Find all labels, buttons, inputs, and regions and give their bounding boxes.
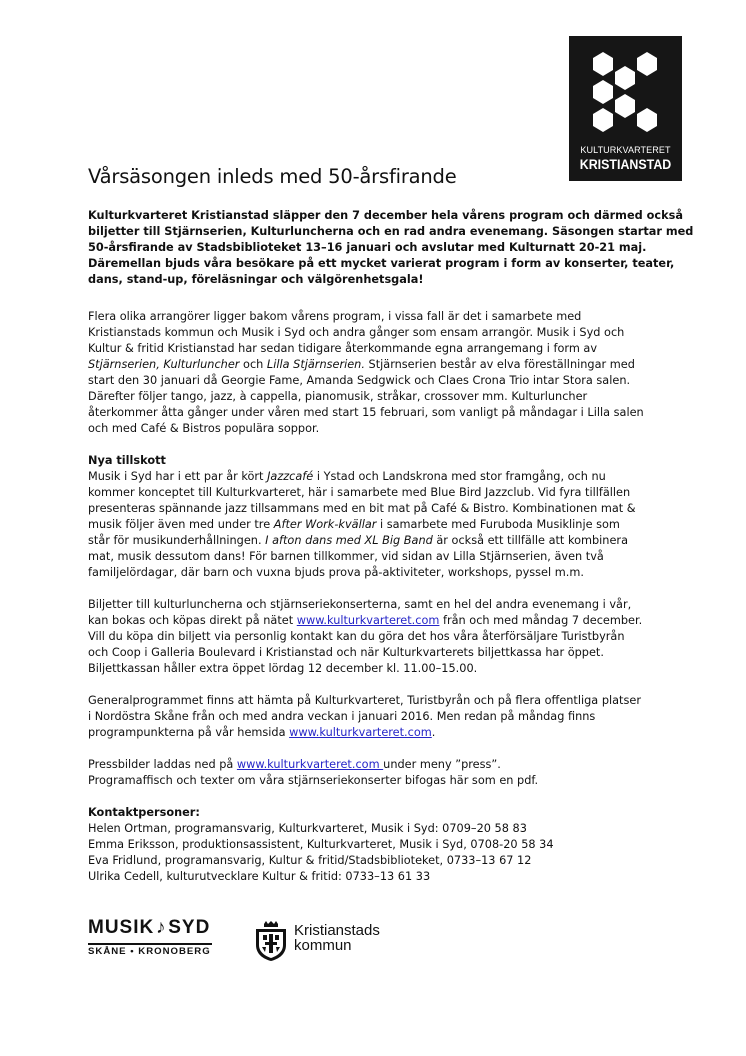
text-span: kan bokas och köpas direkt på nätet xyxy=(88,614,297,627)
text-line: kommer konceptet till Kulturkvarteret, här i samarbete med Blue Bird Jazzclub. Vid fyra tillfällen xyxy=(88,486,631,499)
text-span: under meny ”press”. xyxy=(383,758,501,771)
text-span: och xyxy=(239,358,267,371)
logo-text-line1: KULTURKVARTERET xyxy=(580,145,671,156)
text-line: Programaffisch och texter om våra stjärnseriekonserter bifogas här som en pdf. xyxy=(88,774,539,787)
text-line: Vill du köpa din biljett via personlig kontakt kan du göra det hos våra återförsäljare Turistbyrån xyxy=(88,630,625,643)
text-span: är också ett tillfälle att kombinera xyxy=(432,534,628,547)
contact-item: Eva Fridlund, programansvarig, Kultur & fritid/Stadsbiblioteket, 0733–13 67 12 xyxy=(88,854,532,867)
paragraph-tickets xyxy=(88,597,668,677)
text-span: musik följer även med under tre xyxy=(88,518,274,531)
website-link[interactable]: www.kulturkvarteret.com xyxy=(289,726,432,739)
text-line xyxy=(88,757,668,773)
lead-line: Kulturkvarteret Kristianstad släpper den 7 december hela vårens program och därmed också xyxy=(88,209,683,222)
lead-line: biljetter till Stjärnserien, Kulturluncherna och en rad andra evenemang. Säsongen startar med xyxy=(88,225,694,238)
logo-text-line2: KRISTIANSTAD xyxy=(579,157,672,172)
contact-section xyxy=(88,805,668,885)
text-span: Pressbilder laddas ned på xyxy=(88,758,237,771)
text-line: i Nordöstra Skåne från och med andra veckan i januari 2016. Men redan på måndag finns xyxy=(88,710,596,723)
musik-logo-right: SYD xyxy=(168,917,211,938)
musik-logo-wordmark xyxy=(88,917,210,939)
contact-item: Helen Ortman, programansvarig, Kulturkvarteret, Musik i Syd: 0709–20 58 83 xyxy=(88,822,527,835)
page-title: Vårsäsongen inleds med 50-årsfirande xyxy=(88,165,457,188)
kommun-name-line2: kommun xyxy=(294,937,352,954)
text-line: presenteras spännande jazz tillsammans med en bit mat på Café & Bistro. Kombinationen mat & xyxy=(88,502,636,515)
text-line: Kristianstads kommun och Musik i Syd och andra gånger som ensam arrangör. Musik i Syd och xyxy=(88,326,625,339)
italic-series-name: Lilla Stjärnserien. xyxy=(266,358,365,371)
section-heading: Nya tillskott xyxy=(88,454,166,467)
italic-event-name: Jazzcafé xyxy=(267,470,314,483)
website-link[interactable]: www.kulturkvarteret.com xyxy=(296,614,440,627)
logo-divider xyxy=(88,943,212,945)
text-span: . xyxy=(431,726,436,739)
paragraph-arrangers xyxy=(88,309,668,437)
text-line: Kultur & fritid Kristianstad har sedan tidigare återkommande egna arrangemang i form av xyxy=(88,342,598,355)
text-span: i Ystad och Landskrona med stor framgång, och nu xyxy=(313,470,606,483)
italic-event-name: I afton dans med XL Big Band xyxy=(265,534,433,547)
paragraph-general-program xyxy=(88,693,668,741)
lead-paragraph xyxy=(88,208,694,288)
hexagon-pattern-icon xyxy=(569,36,682,146)
contact-item: Emma Eriksson, produktionsassistent, Kulturkvarteret, Musik i Syd, 0708-20 58 34 xyxy=(88,838,554,851)
kulturkvarteret-logo xyxy=(569,36,682,181)
text-line: familjelördagar, där barn och vuxna bjuds prova på-aktiviteter, workshops, pyssel m.m. xyxy=(88,566,584,579)
text-line xyxy=(88,725,668,741)
text-line: och med Café & Bistros populära soppor. xyxy=(88,422,320,435)
paragraph-new-additions xyxy=(88,453,668,581)
musik-i-syd-logo xyxy=(88,917,214,963)
text-line: Generalprogrammet finns att hämta på Kulturkvarteret, Turistbyrån och på flera offentliga platser xyxy=(88,694,641,707)
text-line: återkommer åtta gånger under våren med start 15 februari, som vanligt på måndagar i Lilla salen xyxy=(88,406,644,419)
contacts-heading: Kontaktpersoner: xyxy=(88,806,200,819)
text-span: Musik i Syd har i ett par år kört xyxy=(88,470,268,483)
paragraph-press xyxy=(88,757,668,789)
coat-of-arms-icon xyxy=(253,920,289,962)
text-line xyxy=(88,517,668,533)
text-span: från och med måndag 7 december. xyxy=(439,614,643,627)
lead-line: 50-årsfirande av Stadsbiblioteket 13–16 januari och avslutar med Kulturnatt 20-21 maj. xyxy=(88,241,647,254)
text-line: Biljettkassan håller extra öppet lördag 12 december kl. 11.00–15.00. xyxy=(88,662,478,675)
kristianstads-kommun-logo xyxy=(253,920,393,962)
italic-event-name: After Work-kvällar xyxy=(273,518,377,531)
text-line: mat, musik dessutom dans! För barnen tillkommer, vid sidan av Lilla Stjärnserien, även två xyxy=(88,550,604,563)
musik-logo-left: MUSIK xyxy=(88,917,155,938)
text-line: Flera olika arrangörer ligger bakom vårens program, i vissa fall är det i samarbete med xyxy=(88,310,582,323)
musik-logo-subtitle: SKÅNE • KRONOBERG xyxy=(88,946,211,957)
text-span: står för musikunderhållningen. xyxy=(88,534,266,547)
text-span: Stjärnserien består av elva föreställningar med xyxy=(364,358,635,371)
lead-line: Däremellan bjuds våra besökare på ett mycket varierat program i form av konserter, teater, xyxy=(88,257,675,270)
text-line xyxy=(88,613,668,629)
text-line xyxy=(88,469,668,485)
text-span: programpunkterna på vår hemsida xyxy=(88,726,290,739)
lead-line: dans, stand-up, föreläsningar och välgörenhetsgala! xyxy=(88,273,424,286)
text-line: och Coop i Galleria Boulevard i Kristianstad och när Kulturkvarterets biljettkassa har öppet. xyxy=(88,646,604,659)
kommun-name-line1: Kristianstads xyxy=(294,922,380,939)
contact-item: Ulrika Cedell, kulturutvecklare Kultur & fritid: 0733–13 61 33 xyxy=(88,870,431,883)
website-link[interactable]: www.kulturkvarteret.com xyxy=(236,758,384,771)
text-span: i samarbete med Furuboda Musiklinje som xyxy=(376,518,620,531)
text-line: Biljetter till kulturluncherna och stjärnseriekonserterna, samt en hel del andra evenemang i vår, xyxy=(88,598,632,611)
text-line: Därefter följer tango, jazz, à cappella, pianomusik, stråkar, crossover mm. Kulturluncher xyxy=(88,390,588,403)
text-line: start den 30 januari då Georgie Fame, Amanda Sedgwick och Claes Crona Trio intar Stora salen. xyxy=(88,374,631,387)
music-note-icon: ♪ xyxy=(155,917,167,938)
kommun-name xyxy=(294,923,380,953)
italic-series-names: Stjärnserien, Kulturluncher xyxy=(88,358,240,371)
text-line xyxy=(88,357,668,373)
text-line xyxy=(88,533,668,549)
